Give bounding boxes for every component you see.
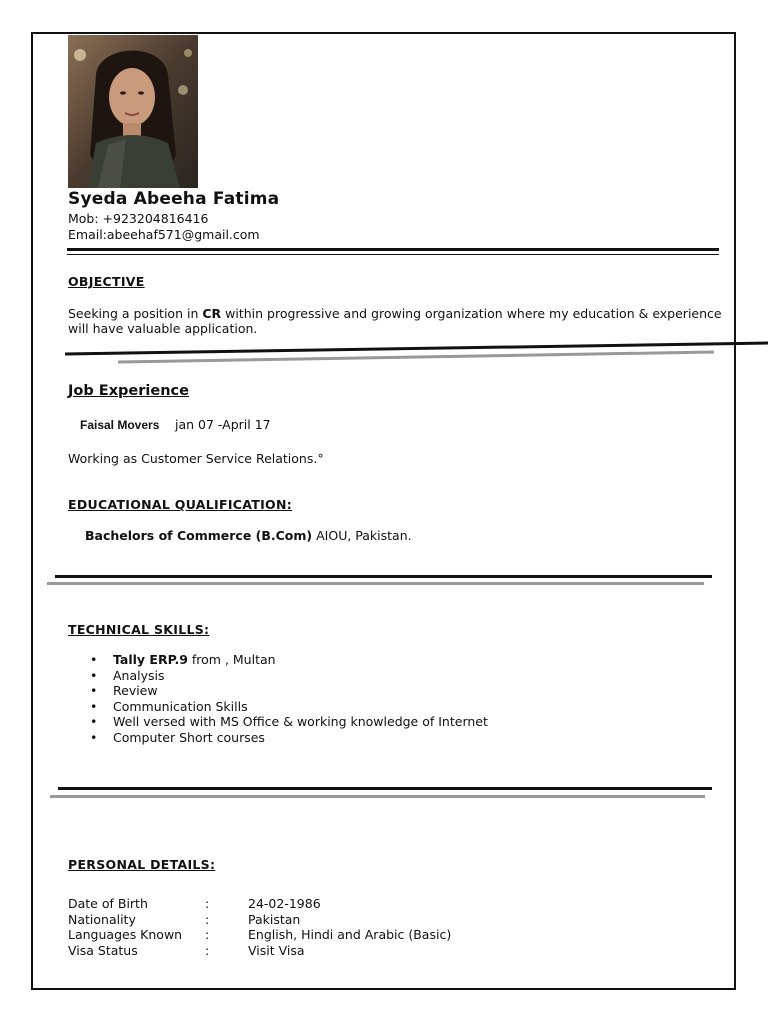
institution-name: AIOU, Pakistan. [312,528,412,543]
section-divider-2-grey [47,582,704,585]
company-name: Faisal Movers [80,418,160,432]
section-divider-3-grey [50,795,705,798]
table-row [68,896,451,912]
technical-skills-heading: TECHNICAL SKILLS: [68,622,210,637]
section-divider-3-thick [58,787,712,790]
detail-value: English, Hindi and Arabic (Basic) [248,927,452,943]
list-item: • Well versed with MS Office & working knowledge of Internet [90,714,488,730]
list-item: • Tally ERP.9 from , Multan [90,652,488,668]
list-item: • Computer Short courses [90,730,488,746]
detail-label: Nationality [68,911,136,927]
header-rule-thin [67,254,719,255]
degree-name: Bachelors of Commerce (B.Com) [85,528,313,543]
job-period: jan 07 -April 17 [175,417,271,432]
candidate-name: Syeda Abeeha Fatima [68,189,280,209]
job-experience-heading: Job Experience [68,383,189,399]
section-divider-2-thick [55,575,712,578]
detail-label: Visa Status [68,942,138,958]
objective-heading: OBJECTIVE [68,274,145,289]
list-item: • Communication Skills [90,699,488,715]
objective-text: Seeking a position in CR within progressive and growing organization where my education & experience will have valuable application. [68,306,722,336]
education-entry [85,528,412,543]
table-row [68,943,451,959]
personal-details-table [68,896,451,958]
detail-value: 24-02-1986 [248,896,321,911]
email-address: Email:abeehaf571@gmail.com [68,227,260,242]
detail-value: Pakistan [248,911,301,927]
detail-separator: : [205,911,210,927]
table-row [68,927,451,943]
header-rule-thick [67,248,719,251]
detail-label: Languages Known [68,927,183,943]
personal-details-heading: PERSONAL DETAILS: [68,857,216,872]
list-item: • Review [90,683,488,699]
skills-list [90,652,488,746]
mobile-number: Mob: +923204816416 [68,211,209,226]
job-description: Working as Customer Service Relations.° [68,451,324,466]
profile-photo [68,35,198,188]
table-row [68,912,451,928]
detail-separator: : [205,927,210,943]
detail-label: Date of Birth [68,896,148,911]
detail-separator: : [205,896,210,911]
education-heading: EDUCATIONAL QUALIFICATION: [68,497,293,512]
detail-value: Visit Visa [248,942,305,958]
list-item: • Analysis [90,668,488,684]
section-divider-slanted [0,335,768,365]
detail-separator: : [205,942,210,958]
